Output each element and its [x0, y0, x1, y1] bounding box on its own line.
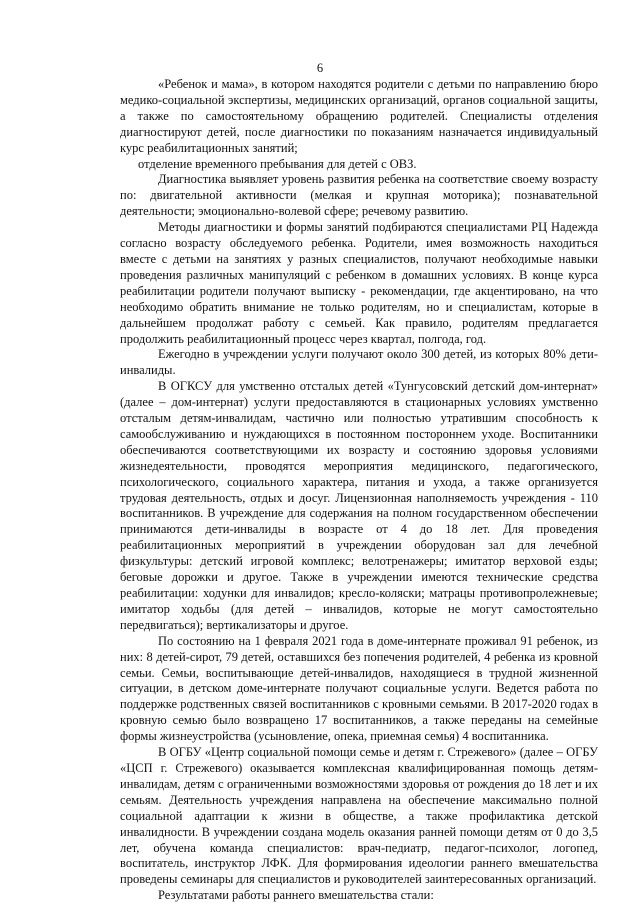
- page-number: 6: [316, 61, 324, 75]
- paragraph: отделение временного пребывания для детей с ОВЗ.: [138, 156, 417, 171]
- paragraph: В ОГКСУ для умственно отсталых детей «Тунгусовский детский дом-интернат» (далее – дом-интернат) услуги предоставляются в стационарных условиях умственно отсталым детям-инвалидам, частично или полностью утратившим способность к самообслуживанию и нуждающихся в постоянном постороннем уходе. Воспитанники обеспечиваются соответствующими их возрасту и состоянию здоровья условиями жизнедеятельности, проводятся мероприятия медицинского, педагогического, психологического, социального характера, питания и ухода, а также организуется трудовая деятельность, отдых и досуг. Лицензионная наполняемость учреждения - 110 воспитанников. В учреждение для содержания на полном государственном обеспечении принимаются дети-инвалиды в возрасте от 4 до 18 лет. Для проведения реабилитационных мероприятий в учреждении оборудован зал для лечебной физкультуры: детский игровой комплекс; велотренажеры; имитатор верховой езды; беговые дорожки и другое. Также в учреждении имеются технические средства реабилитации: ходунки для инвалидов; кресло-коляски; матрацы противопролежневые; имитатор ходьбы (для детей – инвалидов, которые не могут самостоятельно передвигаться); вертикализаторы и другое.: [120, 379, 598, 632]
- paragraph: «Ребенок и мама», в котором находятся родители с детьми по направлению бюро медико-социальной экспертизы, медицинских организаций, органов социальной защиты, а также по самостоятельному обращению родителей. Специалисты отделения диагностируют детей, после диагностики по показаниям назначается индивидуальный курс реабилитационных занятий;: [120, 77, 598, 155]
- paragraph: Результатами работы раннего вмешательства стали:: [158, 888, 434, 903]
- document-body: [120, 77, 598, 904]
- paragraph: По состоянию на 1 февраля 2021 года в доме-интернате проживал 91 ребенок, из них: 8 детей-сирот, 79 детей, оставшихся без попечения родителей, 4 ребенка из кровной семьи. Семьи, воспитывающие детей-инвалидов, находящиеся в трудной жизненной ситуации, в детском доме-интернате получают социальные услуги. Ведется работа по поддержке родственных связей воспитанников с кровными семьями. В 2017-2020 годах в кровную семью было возвращено 17 воспитанников, а также переданы на семейные формы жизнеустройства (усыновление, опека, приемная семья) 4 воспитанника.: [120, 633, 598, 744]
- paragraph: Диагностика выявляет уровень развития ребенка на соответствие своему возрасту по: двигательной активности (мелкая и крупная моторика); познавательной деятельности; эмоционально-волевой сфере; речевому развитию.: [120, 172, 598, 219]
- paragraph: В ОГБУ «Центр социальной помощи семье и детям г. Стрежевого» (далее – ОГБУ «ЦСП г. Стрежевого) оказывается комплексная квалифицированная помощь детям-инвалидам, детям с ограниченными возможностями здоровья от рождения до 18 лет и их семьям. Деятельность учреждения направлена на обеспечение максимально полной социальной адаптации к жизни в обществе, а также профилактика детской инвалидности. В учреждении создана модель оказания ранней помощи детям от 0 до 3,5 лет, обучена команда специалистов: врач-педиатр, педагог-психолог, логопед, воспитатель, инструктор ЛФК. Для формирования идеологии раннего вмешательства проведены семинары для специалистов и руководителей заинтересованных организаций.: [120, 745, 598, 887]
- paragraph: Ежегодно в учреждении услуги получают около 300 детей, из которых 80% дети-инвалиды.: [120, 347, 598, 378]
- paragraph: Методы диагностики и формы занятий подбираются специалистами РЦ Надежда согласно возрасту обследуемого ребенка. Родители, имея возможность находиться вместе с детьми на занятиях у разных специалистов, получают необходимые навыки проведения различных манипуляций с ребенком в домашних условиях. В конце курса реабилитации родители получают выписку - рекомендации, где акцентировано, на что необходимо обратить внимание не только родителям, но и специалистам, которые в дальнейшем продолжат работу с семьей. Как правило, родителям предлагается продолжить реабилитационный процесс через квартал, полгода, год.: [120, 220, 598, 346]
